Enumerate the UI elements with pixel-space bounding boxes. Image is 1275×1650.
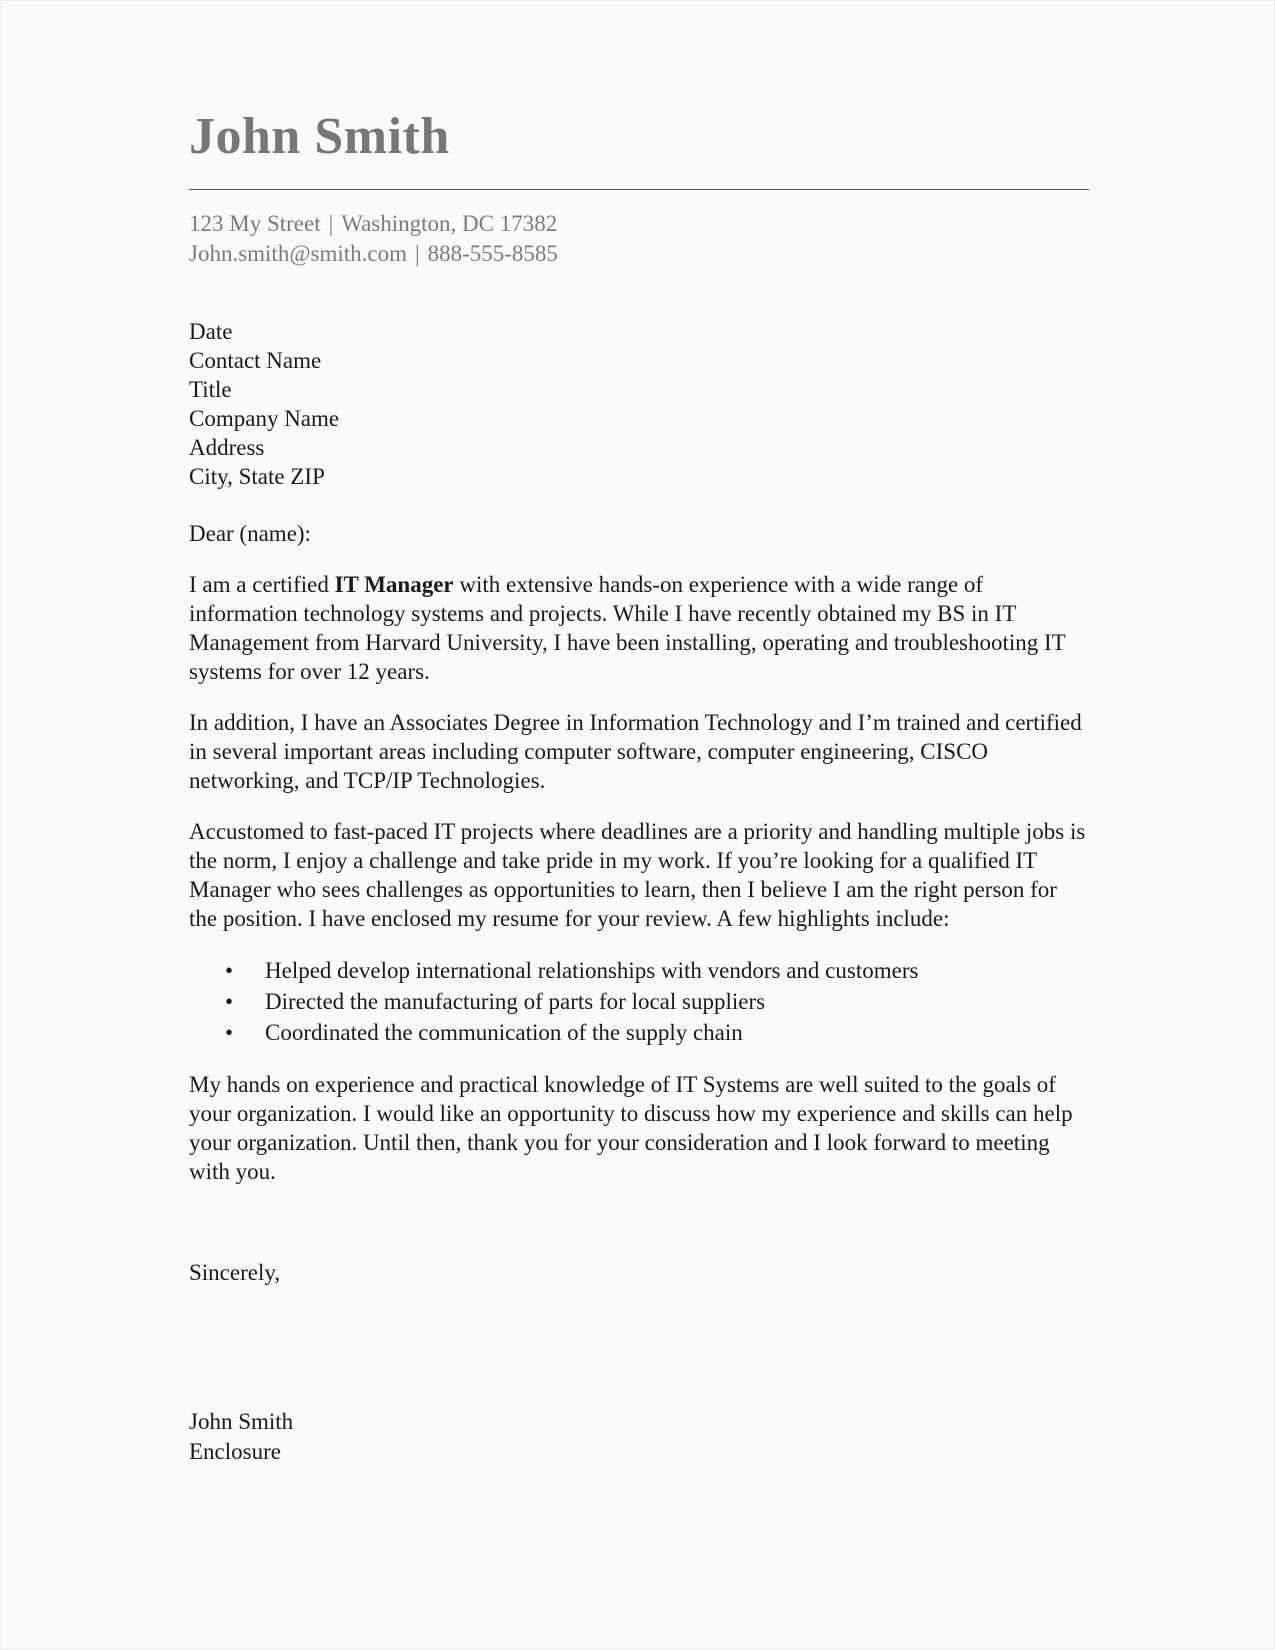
signature-name: John Smith [189,1409,294,1434]
job-title-emphasis: IT Manager [334,572,454,597]
recipient-address: Address [189,435,265,460]
separator: | [328,211,334,236]
salutation: Dear (name): [189,521,311,546]
paragraph-qualifications: In addition, I have an Associates Degree in Information Technology and I’m trained and certified in several important areas including computer software, computer engineering, CISCO networking, and TCP/IP Technologies. [189,710,1082,793]
signature-block [189,1407,1089,1467]
list-item-text: Coordinated the communication of the supply chain [265,1020,743,1045]
list-item [189,986,1089,1017]
sender-city: Washington, DC 17382 [341,211,558,236]
sender-street: 123 My Street [189,211,321,236]
header-divider [189,189,1089,190]
separator: | [414,241,420,266]
list-item [189,955,1089,986]
paragraph-closing: My hands on experience and practical knowledge of IT Systems are well suited to the goals of your organization. I would like an opportunity to discuss how my experience and skills can help your organization. Until then, thank you for your consideration and I look forward to meeting with you. [189,1072,1073,1184]
paragraph-intro [189,570,1089,686]
list-item-text: Helped develop international relationships with vendors and customers [265,958,919,983]
recipient-contact-name: Contact Name [189,348,322,373]
bullet-icon: • [225,989,234,1014]
recipient-block [189,317,1089,491]
list-item [189,1017,1089,1048]
bullet-icon: • [225,958,234,983]
recipient-title: Title [189,377,232,402]
list-item-text: Directed the manufacturing of parts for local suppliers [265,989,766,1014]
letter-date: Date [189,319,233,344]
sender-email-phone-line [189,239,1089,269]
paragraph-text: I am a certified [189,572,335,597]
sender-email: John.smith@smith.com [189,241,407,266]
sender-contact [189,209,1089,269]
closing-phrase: Sincerely, [189,1260,281,1285]
sender-phone: 888-555-8585 [427,241,558,266]
sender-address-line [189,209,1089,239]
paragraph-text: with extensive hands-on experience with a wide range of information technology systems and projects. While I have recently obtained my BS in IT Management from Harvard University, I have been installing, operating and troubleshooting IT systems for over 12 years. [189,572,1066,684]
recipient-company: Company Name [189,406,340,431]
highlights-list [189,955,1089,1048]
letter-body [189,105,1089,1467]
bullet-icon: • [225,1020,234,1045]
recipient-city-state-zip: City, State ZIP [189,464,325,489]
enclosure-note: Enclosure [189,1439,281,1464]
sender-name: John Smith [189,108,450,165]
paragraph-experience: Accustomed to fast-paced IT projects where deadlines are a priority and handling multiple jobs is the norm, I enjoy a challenge and take pride in my work. If you’re looking for a qualified IT Manager who sees challenges as opportunities to learn, then I believe I am the right person for the position. I have enclosed my resume for your review. A few highlights include: [189,819,1086,931]
